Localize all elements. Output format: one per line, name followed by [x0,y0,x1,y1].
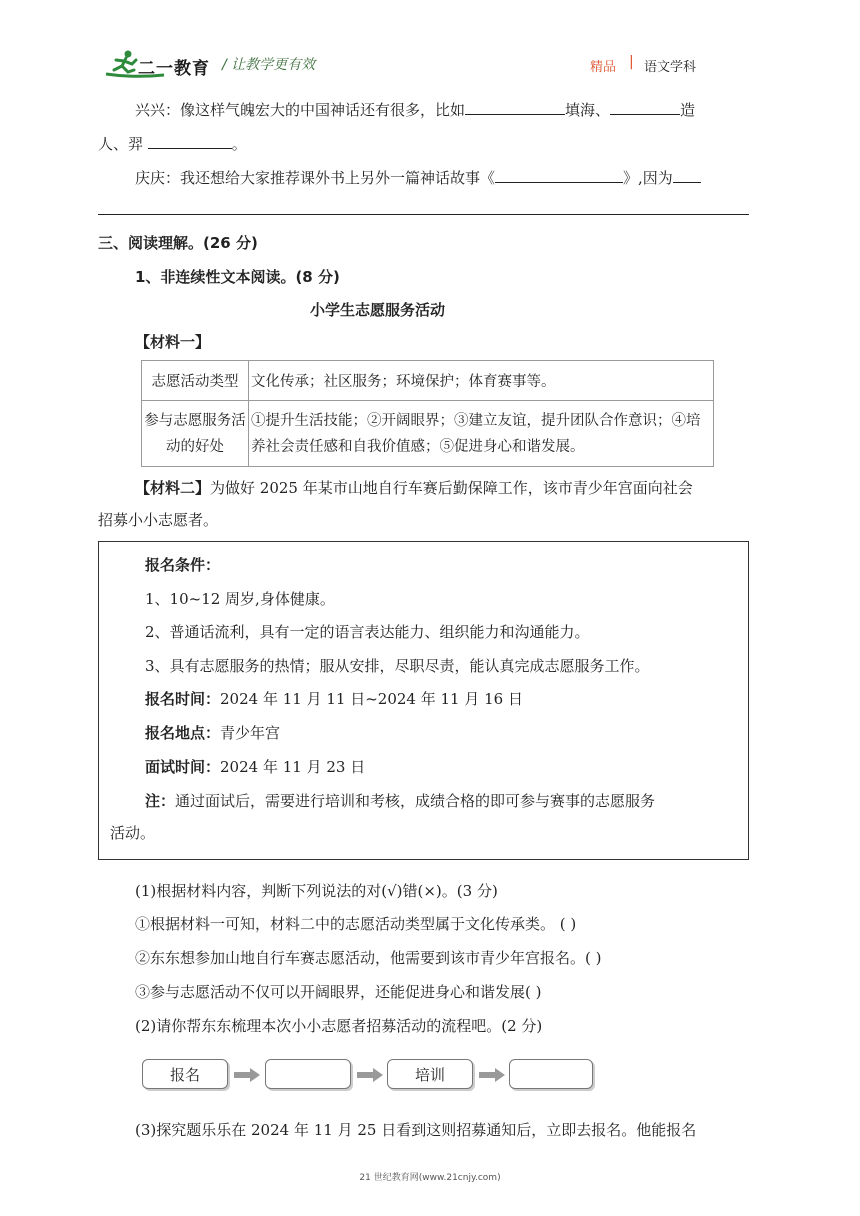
condition-1: 1、10~12 周岁,身体健康。 [145,590,335,608]
material-2-label: 【材料二】 [135,479,211,497]
registration-place-label: 报名地点： [145,724,221,742]
table-row [142,401,714,467]
material-1-label: 【材料一】 [135,333,211,351]
xingxing-text-2: 填海、 [565,101,611,119]
answer-blank[interactable] [465,98,565,115]
flow-step-training: 培训 [387,1059,473,1089]
answer-line[interactable] [98,214,749,215]
section-heading: 三、阅读理解。(26 分) [98,234,258,252]
xingxing-line-2 [98,132,247,154]
flow-step-blank-2[interactable] [509,1059,593,1089]
tag-separator: | [629,54,634,70]
quality-tag: 精品 [590,60,617,75]
question-1-statement-a[interactable]: ①根据材料一可知，材料二中的志愿活动类型属于文化传承类。 ( ) [135,915,577,933]
answer-blank[interactable] [673,166,701,183]
table-content-cell: ①提升生活技能；②开阔眼界；③建立友谊，提升团队合作意识；④培养社会责任感和自我价值感；⑤促进身心和谐发展。 [249,401,714,467]
conditions-title: 报名条件： [145,556,221,574]
registration-time-value: 2024 年 11 月 11 日~2024 年 11 月 16 日 [220,690,523,708]
interview-time [145,757,365,777]
question-1: (1)根据材料内容，判断下列说法的对(√)错(×)。(3 分) [135,882,498,900]
registration-time-label: 报名时间： [145,690,221,708]
subject-tag: 语文学科 [644,60,697,75]
registration-time [145,689,523,709]
answer-blank[interactable] [610,98,680,115]
note-label: 注： [145,792,176,810]
note-text: 通过面试后，需要进行培训和考核，成绩合格的即可参与赛事的志愿服务 [175,792,656,810]
flow-step-blank-1[interactable] [265,1059,351,1089]
xingxing-line [135,98,695,120]
condition-3: 3、具有志愿服务的热情；服从安排，尽职尽责，能认真完成志愿服务工作。 [145,657,650,675]
interview-time-value: 2024 年 11 月 23 日 [220,758,366,776]
article-title: 小学生志愿服务活动 [310,301,446,319]
question-2: (2)请你帮东东梳理本次小小志愿者招募活动的流程吧。(2 分) [135,1017,543,1035]
arrow-right-icon [234,1068,260,1082]
material-2-line-2: 招募小小志愿者。 [98,511,219,529]
table-label-cell: 参与志愿服务活动的好处 [142,401,249,467]
registration-place-value: 青少年宫 [220,724,281,742]
interview-time-label: 面试时间： [145,758,221,776]
table-row [142,361,714,401]
qingqing-line [135,166,701,188]
answer-blank[interactable] [148,132,232,149]
material-2-line-1 [135,478,693,498]
arrow-right-icon [357,1068,383,1082]
condition-2: 2、普通话流利，具有一定的语言表达能力、组织能力和沟通能力。 [145,623,590,641]
material-1-table [141,360,714,467]
material-2-text: 为做好 2025 年某市山地自行车赛后勤保障工作，该市青少年宫面向社会 [210,479,693,497]
arrow-right-icon [479,1068,505,1082]
page-header [0,0,860,96]
registration-place [145,723,280,743]
brand-name: 二一教育 [138,59,210,79]
question-1-statement-b[interactable]: ②东东想参加山地自行车赛志愿活动，他需要到该市青少年宫报名。( ) [135,949,602,967]
question-3: (3)探究题乐乐在 2024 年 11 月 25 日看到这则招募通知后，立即去报名。他能报名 [135,1121,697,1139]
xingxing-text-3: 造 [680,101,696,119]
table-label-cell: 志愿活动类型 [142,361,249,401]
qingqing-text-1: 庆庆：我还想给大家推荐课外书上另外一篇神话故事《 [135,169,496,187]
page-footer: 21 世纪教育网(www.21cnjy.com) [359,1173,501,1183]
xingxing-text-1: 兴兴：像这样气魄宏大的中国神话还有很多，比如 [135,101,466,119]
brand-slogan: / 让教学更有效 [222,57,316,73]
notice-note [145,791,655,811]
qingqing-text-2: 》,因为 [623,169,673,187]
answer-blank[interactable] [495,166,623,183]
question-1-heading: 1、非连续性文本阅读。(8 分) [135,268,340,286]
xingxing-text-5: 。 [231,135,247,153]
table-content-cell: 文化传承；社区服务；环境保护；体育赛事等。 [249,361,714,401]
flow-step-register: 报名 [142,1059,228,1089]
xingxing-text-4: 人、羿 [98,135,144,153]
question-1-statement-c[interactable]: ③参与志愿活动不仅可以开阔眼界，还能促进身心和谐发展( ) [135,983,542,1001]
notice-note-line-2: 活动。 [110,824,156,842]
